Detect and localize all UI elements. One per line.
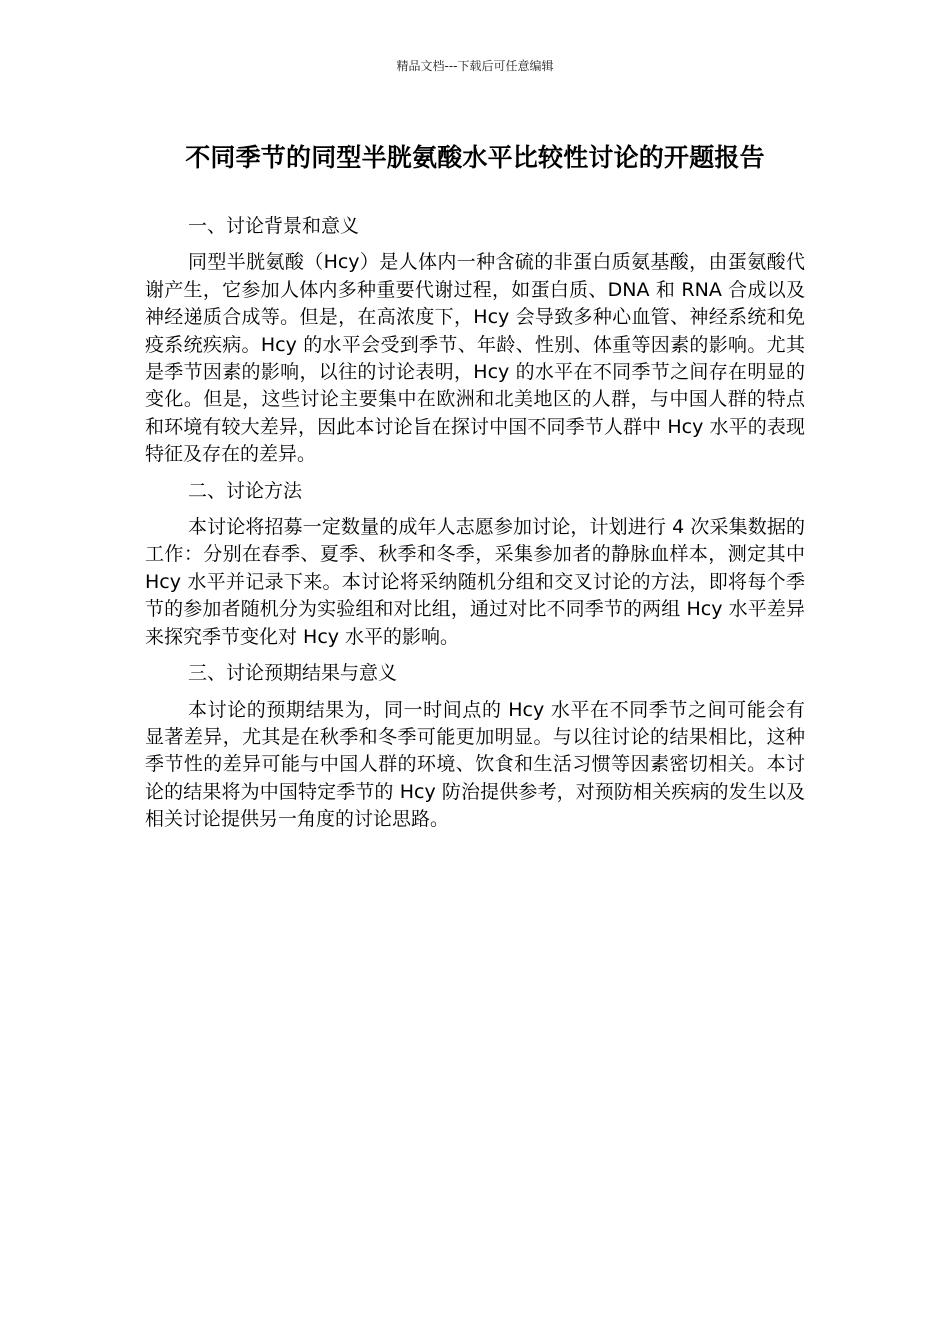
section-heading-expected-results: 三、讨论预期结果与意义 [188, 662, 398, 685]
section-heading-background: 一、讨论背景和意义 [188, 215, 360, 237]
document-body [145, 213, 805, 843]
document-title: 不同季节的同型半胱氨酸水平比较性讨论的开题报告 [185, 143, 765, 172]
page-header-note: 精品文档---下载后可任意编辑 [396, 59, 554, 73]
section-paragraph-expected-results: 本讨论的预期结果为，同一时间点的 Hcy 水平在不同季节之间可能会有显著差异，尤其是在秋季和冬季可能更加明显。与以往讨论的结果相比，这种季节性的差异可能与中国人群的环境、饮食和生活习惯等因素密切相关。本讨论的结果将为中国特定季节的 Hcy 防治提供参考，对预防相关疾病的发生以及相关讨论提供另一角度的讨论思路。 [145, 698, 805, 831]
section-paragraph-method: 本讨论将招募一定数量的成年人志愿参加讨论，计划进行 4 次采集数据的工作：分别在春季、夏季、秋季和冬季，采集参加者的静脉血样本，测定其中 Hcy 水平并记录下来。本讨论将采纳随机分组和交叉讨论的方法，即将每个季节的参加者随机分为实验组和对比组，通过对比不同季节的两组 Hcy 水平差异来探究季节变化对 Hcy 水平的影响。 [145, 516, 805, 648]
section-paragraph-background: 同型半胱氨酸（Hcy）是人体内一种含硫的非蛋白质氨基酸，由蛋氨酸代谢产生，它参加人体内多种重要代谢过程，如蛋白质、DNA 和 RNA 合成以及神经递质合成等。但是，在高浓度下，Hcy 会导致多种心血管、神经系统和免疫系统疾病。Hcy 的水平会受到季节、年龄、性别、体重等因素的影响。尤其是季节因素的影响，以往的讨论表明，Hcy 的水平在不同季节之间存在明显的变化。但是，这些讨论主要集中在欧洲和北美地区的人群，与中国人群的特点和环境有较大差异，因此本讨论旨在探讨中国不同季节人群中 Hcy 水平的表现特征及存在的差异。 [145, 251, 805, 466]
section-heading-method: 二、讨论方法 [188, 479, 303, 502]
